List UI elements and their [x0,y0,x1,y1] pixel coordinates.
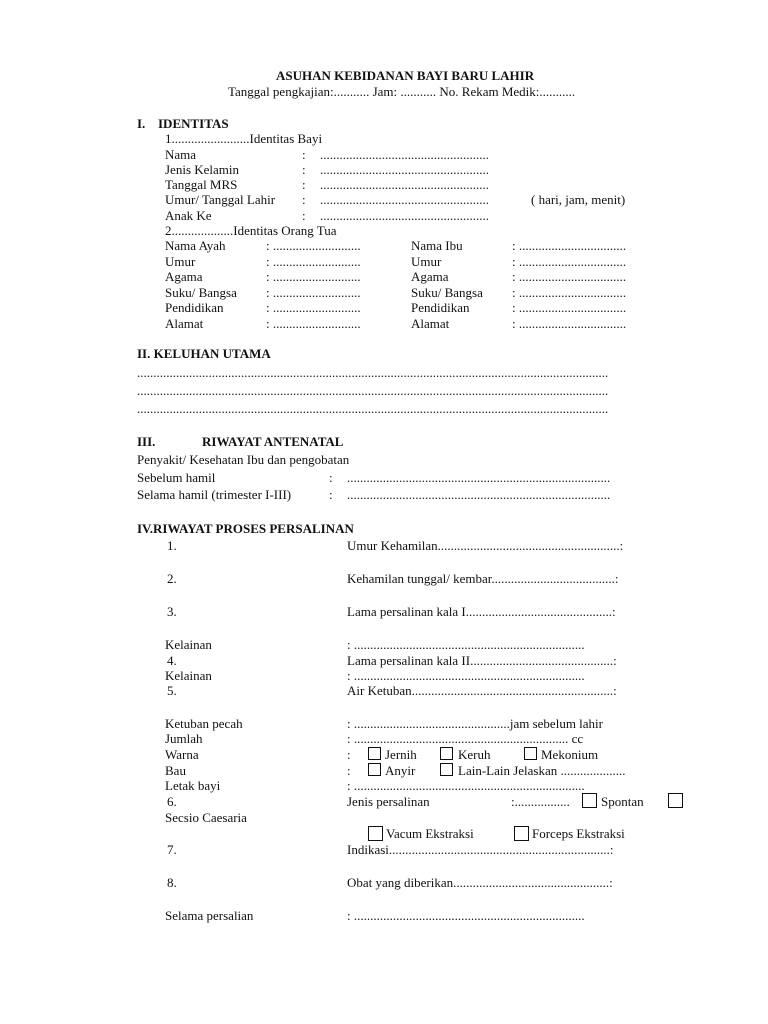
identitas-bayi-subheading: 1........................Identitas Bayi [165,131,323,146]
field-colon: : [329,470,333,485]
field-label: Selama persalian [165,908,254,923]
field-colon: : [302,177,306,192]
field-label: Kelainan [165,668,212,683]
keluhan-line[interactable]: ................................................................................................................................................. [137,401,609,416]
item-field[interactable]: Indikasi....................................................................: [347,842,614,857]
field-label: Nama Ibu [411,238,463,253]
field-colon: : [302,192,306,207]
option-label: Vacum Ekstraksi [386,826,474,841]
item-number: 6. [167,794,177,809]
field-colon: : [329,487,333,502]
field-value[interactable]: : ........................... [266,238,361,253]
option-label: Secsio Caesaria [165,810,247,825]
checkbox-mekonium[interactable] [524,747,537,760]
option-label: Lain-Lain Jelaskan .................... [458,763,626,778]
field-value[interactable]: : ....................................................................... [347,668,585,683]
item-value[interactable]: :................. [511,794,570,809]
field-value[interactable]: : ................................. [512,269,627,284]
field-value[interactable]: : ................................. [512,285,627,300]
option-label: Anyir [385,763,416,778]
field-colon: : [347,763,351,778]
checkbox-anyir[interactable] [368,763,381,776]
section-1-heading: IDENTITAS [158,116,229,131]
field-value[interactable]: : ....................................................................... [347,637,585,652]
keluhan-line[interactable]: ................................................................................................................................................. [137,383,609,398]
identitas-orang-tua-subheading: 2...................Identitas Orang Tua [165,223,337,238]
field-value[interactable]: .................................................... [320,208,489,223]
field-value[interactable]: : ........................... [266,316,361,331]
field-label: Agama [411,269,449,284]
field-label: Nama Ayah [165,238,226,253]
item-label: Jenis persalinan [347,794,430,809]
item-field[interactable]: Lama persalinan kala II............................................: [347,653,617,668]
field-value[interactable]: : ....................................................................... [347,908,585,923]
field-label: Pendidikan [411,300,470,315]
field-value[interactable]: .................................................... [320,177,489,192]
checkbox-forceps[interactable] [514,826,529,841]
field-value[interactable]: : ................................................jam sebelum lahir [347,716,604,731]
field-value[interactable]: ................................................................................. [347,470,611,485]
field-value[interactable]: .................................................... [320,162,489,177]
option-label: Jernih [385,747,417,762]
checkbox-lain-lain[interactable] [440,763,453,776]
item-field[interactable]: Obat yang diberikan................................................: [347,875,613,890]
item-field[interactable]: Lama persalinan kala I.............................................: [347,604,616,619]
item-field[interactable]: Air Ketuban..............................................................: [347,683,617,698]
section-1-number: I. [137,116,146,131]
checkbox-vacum[interactable] [368,826,383,841]
field-label: Alamat [411,316,450,331]
field-value[interactable]: : ................................. [512,254,627,269]
item-number: 8. [167,875,177,890]
field-colon: : [302,147,306,162]
field-label: Agama [165,269,203,284]
form-title: ASUHAN KEBIDANAN BAYI BARU LAHIR [276,68,535,83]
field-label: Selama hamil (trimester I-III) [137,487,292,502]
field-label: Suku/ Bangsa [165,285,237,300]
item-number: 7. [167,842,177,857]
field-label: Umur [411,254,442,269]
field-label: Ketuban pecah [165,716,243,731]
option-label: Keruh [458,747,491,762]
umur-note: ( hari, jam, menit) [531,192,626,207]
item-field[interactable]: Umur Kehamilan........................................................: [347,538,624,553]
field-label: Pendidikan [165,300,224,315]
field-value[interactable]: .................................................... [320,147,489,162]
field-value[interactable]: : ........................... [266,269,361,284]
field-label: Letak bayi [165,778,221,793]
item-number: 3. [167,604,177,619]
option-label: Forceps Ekstraksi [532,826,625,841]
item-number: 5. [167,683,177,698]
field-label: Warna [165,747,199,762]
item-number: 4. [167,653,177,668]
checkbox-keruh[interactable] [440,747,453,760]
checkbox-jernih[interactable] [368,747,381,760]
field-label: Umur [165,254,196,269]
field-label: Bau [165,763,186,778]
field-label: Suku/ Bangsa [411,285,483,300]
section-2-heading: II. KELUHAN UTAMA [137,346,271,361]
keluhan-line[interactable]: ................................................................................................................................................. [137,365,609,380]
checkbox-spontan[interactable] [582,793,597,808]
field-label: Alamat [165,316,204,331]
item-number: 2. [167,571,177,586]
field-value[interactable]: .................................................... [320,192,489,207]
field-colon: : [302,208,306,223]
field-value[interactable]: : ........................... [266,285,361,300]
field-value[interactable]: : ........................... [266,254,361,269]
field-label: Nama [165,147,197,162]
item-number: 1. [167,538,177,553]
field-colon: : [302,162,306,177]
item-field[interactable]: Kehamilan tunggal/ kembar......................................: [347,571,619,586]
field-label: Sebelum hamil [137,470,216,485]
field-label: Jenis Kelamin [165,162,240,177]
section-3-heading: RIWAYAT ANTENATAL [202,434,344,449]
field-value[interactable]: : ................................. [512,316,627,331]
section-3-number: III. [137,434,156,449]
form-subtitle: Tanggal pengkajian:........... Jam: ........... No. Rekam Medik:........... [228,84,576,99]
field-label: Anak Ke [165,208,212,223]
antenatal-intro: Penyakit/ Kesehatan Ibu dan pengobatan [137,452,350,467]
field-value[interactable]: : ....................................................................... [347,778,585,793]
field-label: Kelainan [165,637,212,652]
checkbox-secsio-caesaria[interactable] [668,793,683,808]
option-label: Mekonium [541,747,599,762]
field-value[interactable]: ................................................................................. [347,487,611,502]
field-label: Tanggal MRS [165,177,238,192]
field-label: Jumlah [165,731,203,746]
field-colon: : [347,747,351,762]
section-4-heading: IV.RIWAYAT PROSES PERSALINAN [137,521,354,536]
field-value[interactable]: : ................................. [512,300,627,315]
field-label: Umur/ Tanggal Lahir [165,192,276,207]
field-value[interactable]: : ........................... [266,300,361,315]
option-label: Spontan [601,794,644,809]
field-value[interactable]: : .................................................................. cc [347,731,584,746]
field-value[interactable]: : ................................. [512,238,627,253]
